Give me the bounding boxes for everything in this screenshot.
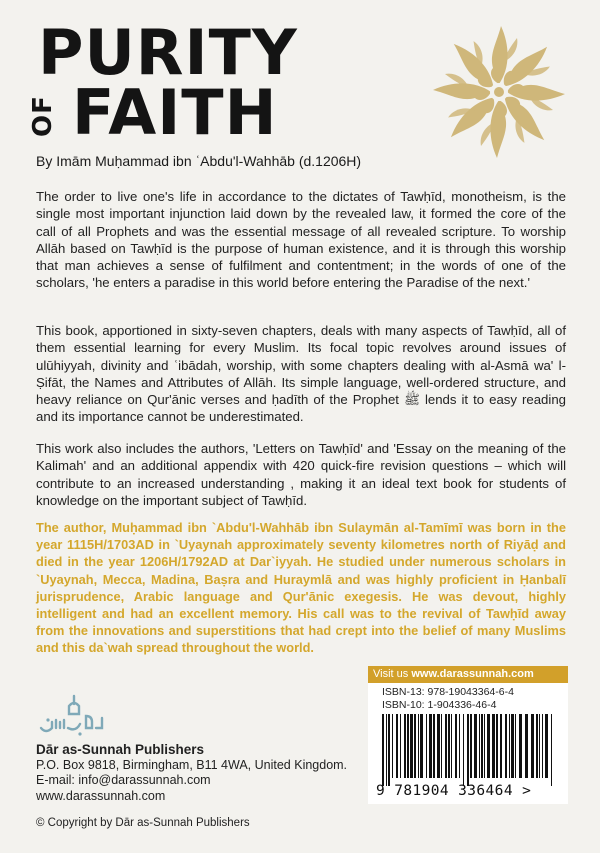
publisher-block <box>36 742 347 804</box>
title-faith: FAITH <box>72 76 278 149</box>
barcode-bar <box>448 714 450 778</box>
barcode-bar <box>437 714 440 778</box>
calligraphy-star-emblem <box>429 22 569 162</box>
barcode-bar <box>539 714 540 778</box>
barcode-bar <box>459 714 460 778</box>
barcode-bar <box>404 714 406 778</box>
barcode-bar <box>407 714 409 778</box>
barcode-bar <box>455 714 457 778</box>
blurb-paragraph-1: The order to live one's life in accordance to the dictates of Tawḥīd, monotheism, is the single most important injunction laid down by the revealed law, it formed the core of the call of all Prophets and was the essential message of all revealed scripture. To worship Allāh based on Tawḥīd is the purpose of human existence, and it is through this worship that man achieves a sense of fulfilment and contentment; in the words of one of the scholars, 'he enters a paradise in this world before entering the Paradise of the next.' <box>36 189 566 291</box>
barcode-bar <box>388 714 390 786</box>
barcode-bar <box>525 714 528 778</box>
barcode-bar <box>451 714 452 778</box>
barcode-bar <box>531 714 534 778</box>
publisher-name: Dār as-Sunnah Publishers <box>36 742 205 757</box>
isbn-barcode-panel <box>368 666 568 804</box>
visit-us-bar <box>368 666 568 683</box>
barcode-bar <box>429 714 432 778</box>
barcode-bar <box>515 714 516 778</box>
barcode-bar <box>479 714 480 778</box>
barcode-bar <box>410 714 413 778</box>
barcode-bar <box>542 714 543 778</box>
barcode-bar <box>396 714 398 778</box>
barcode-bar <box>487 714 490 778</box>
barcode-bar <box>420 714 423 778</box>
barcode-bar <box>426 714 427 778</box>
barcode-bar <box>467 714 469 786</box>
barcode-bar <box>536 714 538 778</box>
barcode-bar <box>418 714 419 778</box>
barcode-bar <box>511 714 514 778</box>
barcode <box>376 714 560 786</box>
barcode-bar <box>414 714 416 778</box>
blurb-paragraph-2: This book, apportioned in sixty-seven chapters, deals with many aspects of Tawḥīd, all of them essential learning for every Muslim. Its focal topic revolves around issues of ulūhiyyah, divinity and ʿibādah, worship, with some chapters dealing with al-Asmā wa' l-Ṣifāt, the Names and Attributes of Allāh. Its simple language, well-ordered structure, and heavy reliance on Qur'ānic verses and ḥadīth of the Prophet ﷺ lends it to easy reading and its importance cannot be underestimated. <box>36 323 566 425</box>
barcode-bar <box>519 714 522 778</box>
author-line: By Imām Muḥammad ibn ʿAbdu'l-Wahhāb (d.1206H) <box>36 153 362 169</box>
author-biography: The author, Muḥammad ibn `Abdu'l-Wahhāb ibn Sulaymān al-Tamīmī was born in the year 1115H/1703AD in `Uyaynah approximately seventy kilometres north of Riyāḍ and died in the year 1206H/1792AD at Dar`iyyah. He studied under numerous scholars in `Uyaynah, Mecca, Madina, Baṣra and Huraymlā and was highly proficient in Ḥanbalī jurisprudence, Arabic language and Qur'ānic exegesis. He was devout, highly intelligent and had an excellent memory. His call was to the revival of Tawḥīd away from the innovations and superstitions that had crept into the belief of many Muslims and this da`wah spread throughout the world. <box>36 520 566 656</box>
publisher-email: E-mail: info@darassunnah.com <box>36 773 211 788</box>
barcode-digits: 9 781904 336464 > <box>376 783 532 799</box>
publisher-address: P.O. Box 9818, Birmingham, B11 4WA, United Kingdom. <box>36 757 348 772</box>
title-purity: PURITY <box>38 16 298 89</box>
isbn-10: ISBN-10: 1-904336-46-4 <box>382 699 497 711</box>
barcode-bar <box>500 714 502 778</box>
barcode-bar <box>386 714 387 786</box>
barcode-bar <box>496 714 498 778</box>
barcode-bar <box>484 714 485 778</box>
barcode-bar <box>433 714 435 778</box>
visit-us-url: www.darassunnah.com <box>411 668 534 680</box>
barcode-bar <box>445 714 447 778</box>
visit-us-label: Visit us <box>373 668 409 680</box>
barcode-bar <box>492 714 495 778</box>
barcode-bar <box>474 714 477 778</box>
barcode-bar <box>505 714 507 778</box>
barcode-bar <box>545 714 548 778</box>
blurb-paragraph-3: This work also includes the authors, 'Letters on Tawḥīd' and 'Essay on the meaning of the Kalimah' and an additional appendix with 420 quick-fire revision questions – which will contribute to an increased understanding , making it an ideal text book for students of knowledge on the important subject of Tawḥīd. <box>36 441 566 508</box>
barcode-bar <box>481 714 483 778</box>
barcode-bar <box>551 714 552 786</box>
barcode-bar <box>400 714 401 778</box>
dar-as-sunnah-logo <box>36 692 106 738</box>
barcode-bar <box>470 714 472 778</box>
barcode-bar <box>463 714 464 786</box>
title-of-text: OF <box>27 95 58 137</box>
isbn-13: ISBN-13: 978-19043364-6-4 <box>382 686 514 698</box>
copyright-notice: © Copyright by Dār as-Sunnah Publishers <box>36 817 250 829</box>
barcode-bar <box>441 714 442 778</box>
barcode-bar <box>392 714 393 778</box>
publisher-website: www.darassunnah.com <box>36 788 166 803</box>
barcode-bar <box>509 714 510 778</box>
barcode-bar <box>382 714 384 786</box>
